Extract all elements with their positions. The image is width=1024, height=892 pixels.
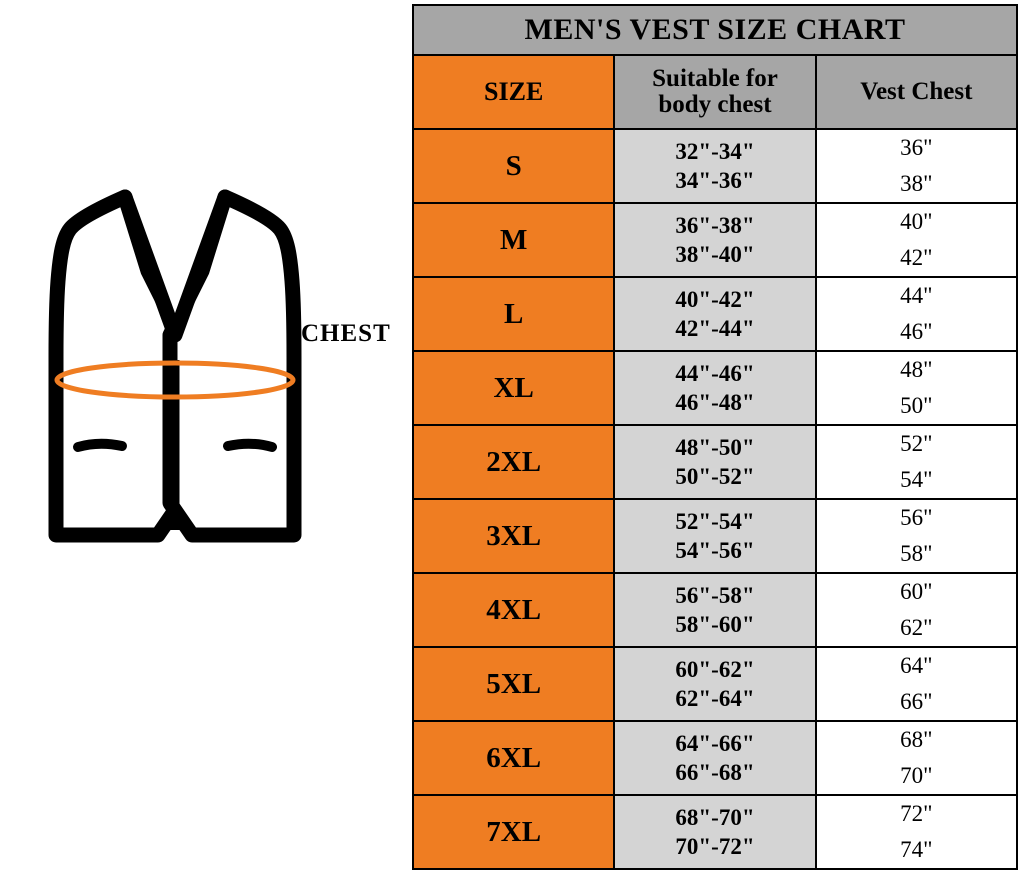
cell-vest-chest-line2: 54" (900, 467, 933, 492)
cell-vest-chest-line2: 66" (900, 689, 933, 714)
cell-vest-chest-line1: 56" (900, 505, 933, 531)
table-row (413, 795, 1017, 869)
cell-body-chest-line1: 56"-58" (675, 582, 755, 608)
cell-size: 6XL (413, 721, 614, 795)
cell-body-chest-line1: 60"-62" (675, 656, 755, 682)
cell-vest-chest (816, 203, 1017, 277)
column-header-vest-chest: Vest Chest (816, 55, 1017, 129)
cell-body-chest (614, 351, 815, 425)
cell-body-chest-line1: 36"-38" (675, 212, 755, 238)
cell-body-chest-line2: 58"-60" (675, 612, 755, 637)
cell-vest-chest (816, 647, 1017, 721)
cell-body-chest-line2: 46"-48" (675, 390, 755, 415)
cell-size: S (413, 129, 614, 203)
chest-label: CHEST (301, 320, 391, 347)
cell-body-chest-line2: 54"-56" (675, 538, 755, 563)
cell-body-chest-line2: 38"-40" (675, 242, 755, 267)
cell-vest-chest-line1: 36" (900, 135, 933, 161)
cell-vest-chest-line2: 50" (900, 393, 933, 418)
cell-body-chest (614, 499, 815, 573)
cell-vest-chest (816, 721, 1017, 795)
cell-vest-chest (816, 795, 1017, 869)
cell-vest-chest (816, 277, 1017, 351)
cell-vest-chest-line2: 70" (900, 763, 933, 788)
cell-size: 4XL (413, 573, 614, 647)
cell-vest-chest-line1: 60" (900, 579, 933, 605)
cell-body-chest-line2: 50"-52" (675, 464, 755, 489)
cell-vest-chest-line2: 58" (900, 541, 933, 566)
cell-vest-chest-line1: 68" (900, 727, 933, 753)
cell-vest-chest-line1: 48" (900, 357, 933, 383)
cell-body-chest-line2: 70"-72" (675, 834, 755, 859)
table-row (413, 425, 1017, 499)
cell-body-chest-line1: 68"-70" (675, 804, 755, 830)
column-header-body-chest (614, 55, 815, 129)
cell-vest-chest-line2: 38" (900, 171, 933, 196)
table-row (413, 351, 1017, 425)
cell-body-chest-line1: 52"-54" (675, 508, 755, 534)
column-header-size: SIZE (413, 55, 614, 129)
cell-body-chest-line2: 42"-44" (675, 316, 755, 341)
table-row (413, 721, 1017, 795)
cell-body-chest (614, 277, 815, 351)
cell-body-chest-line1: 48"-50" (675, 434, 755, 460)
vest-illustration-panel (0, 0, 412, 892)
cell-vest-chest-line2: 62" (900, 615, 933, 640)
cell-size: M (413, 203, 614, 277)
size-chart-table (412, 4, 1018, 870)
cell-size: 5XL (413, 647, 614, 721)
cell-vest-chest (816, 129, 1017, 203)
cell-body-chest-line1: 32"-34" (675, 138, 755, 164)
cell-vest-chest-line1: 72" (900, 801, 933, 827)
cell-body-chest (614, 573, 815, 647)
table-row (413, 203, 1017, 277)
cell-body-chest-line2: 34"-36" (675, 168, 755, 193)
table-title-row (413, 5, 1017, 55)
cell-body-chest (614, 721, 815, 795)
table-row (413, 129, 1017, 203)
cell-body-chest (614, 795, 815, 869)
cell-body-chest-line1: 40"-42" (675, 286, 755, 312)
cell-size: L (413, 277, 614, 351)
table-row (413, 573, 1017, 647)
cell-body-chest (614, 425, 815, 499)
cell-vest-chest-line1: 44" (900, 283, 933, 309)
table-row (413, 647, 1017, 721)
cell-size: XL (413, 351, 614, 425)
cell-body-chest-line2: 66"-68" (675, 760, 755, 785)
vest-outline-illustration (30, 185, 320, 585)
chart-title: MEN'S VEST SIZE CHART (413, 5, 1017, 55)
cell-body-chest (614, 647, 815, 721)
table-header-row (413, 55, 1017, 129)
cell-vest-chest-line1: 40" (900, 209, 933, 235)
cell-vest-chest-line2: 42" (900, 245, 933, 270)
table-row (413, 499, 1017, 573)
cell-size: 7XL (413, 795, 614, 869)
cell-size: 3XL (413, 499, 614, 573)
cell-vest-chest-line1: 52" (900, 431, 933, 457)
cell-vest-chest (816, 351, 1017, 425)
cell-vest-chest (816, 425, 1017, 499)
table-row (413, 277, 1017, 351)
cell-body-chest (614, 129, 815, 203)
cell-body-chest-line2: 62"-64" (675, 686, 755, 711)
cell-vest-chest (816, 573, 1017, 647)
cell-vest-chest (816, 499, 1017, 573)
cell-vest-chest-line2: 46" (900, 319, 933, 344)
column-header-body-chest-line2: body chest (658, 91, 772, 118)
cell-vest-chest-line1: 64" (900, 653, 933, 679)
cell-body-chest-line1: 64"-66" (675, 730, 755, 756)
column-header-body-chest-line1: Suitable for (652, 64, 778, 92)
cell-size: 2XL (413, 425, 614, 499)
cell-vest-chest-line2: 74" (900, 837, 933, 862)
cell-body-chest-line1: 44"-46" (675, 360, 755, 386)
cell-body-chest (614, 203, 815, 277)
